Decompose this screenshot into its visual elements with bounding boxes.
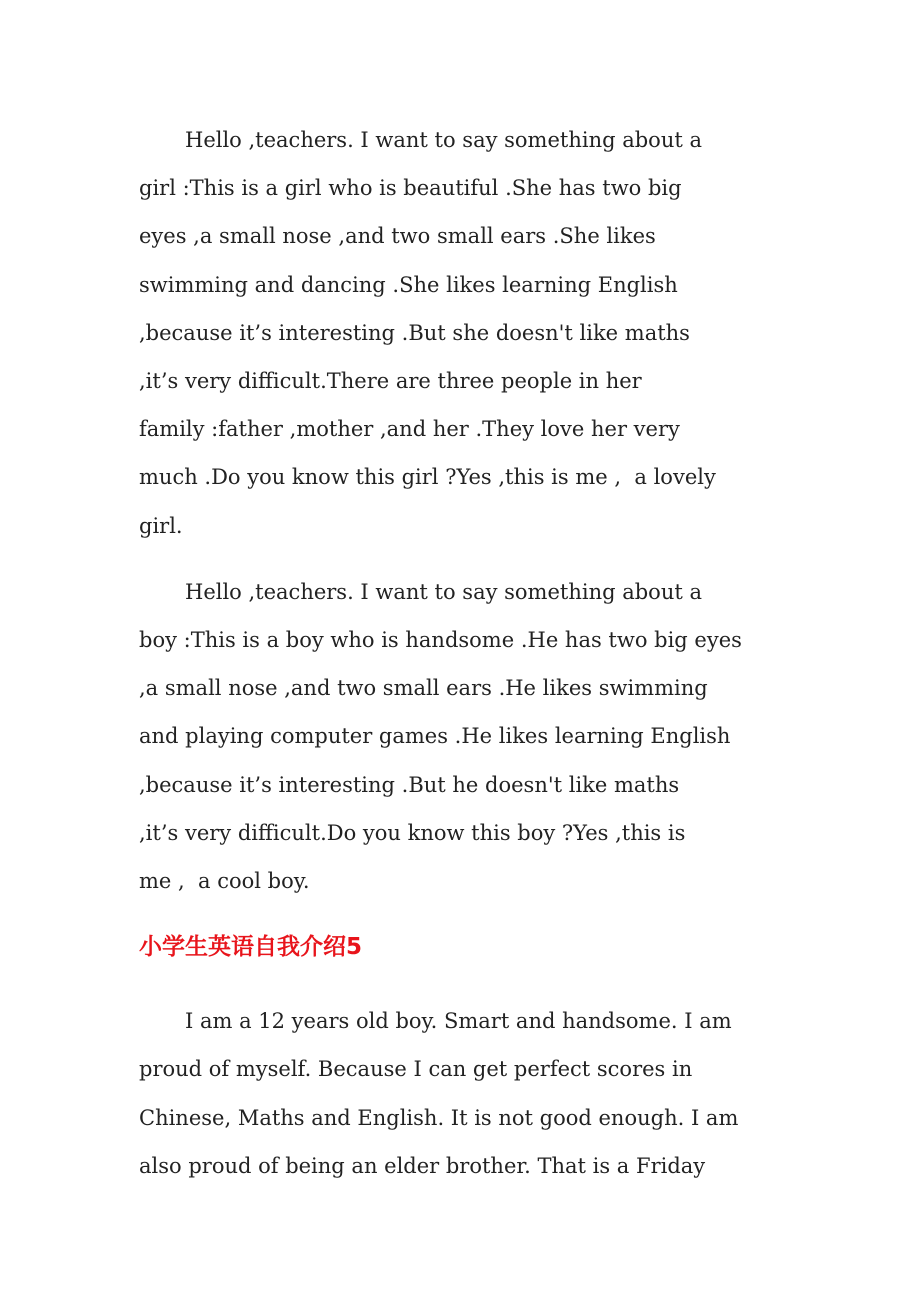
text-line: ,a small nose ,and two small ears .He likes swimming bbox=[139, 676, 708, 701]
text-line: eyes ,a small nose ,and two small ears .She likes bbox=[139, 224, 656, 249]
text-line: Hello ,teachers. I want to say something about a bbox=[185, 579, 702, 604]
paragraph-boy-intro bbox=[139, 568, 784, 905]
text-line: Chinese, Maths and English. It is not good enough. I am bbox=[139, 1105, 739, 1130]
text-line: much .Do you know this girl ?Yes ,this is me , a lovely bbox=[139, 465, 716, 490]
text-line: and playing computer games .He likes learning English bbox=[139, 724, 731, 749]
text-line: girl :This is a girl who is beautiful .She has two big bbox=[139, 176, 682, 201]
section-heading: 小学生英语自我介绍5 bbox=[139, 934, 363, 961]
text-line: swimming and dancing .She likes learning English bbox=[139, 272, 678, 297]
text-line: Hello ,teachers. I want to say something about a bbox=[185, 128, 702, 152]
text-line: me , a cool boy. bbox=[139, 869, 310, 894]
text-line: ,it’s very difficult.Do you know this boy ?Yes ,this is bbox=[139, 820, 686, 845]
paragraph-girl-intro bbox=[139, 116, 784, 550]
paragraph-self-intro bbox=[139, 997, 784, 1190]
text-line: ,it’s very difficult.There are three people in her bbox=[139, 369, 642, 394]
text-line: boy :This is a boy who is handsome .He has two big eyes bbox=[139, 628, 742, 653]
text-line: ,because it’s interesting .But she doesn't like maths bbox=[139, 320, 690, 345]
text-line: proud of myself. Because I can get perfect scores in bbox=[139, 1057, 693, 1082]
text-line: family :father ,mother ,and her .They love her very bbox=[139, 417, 680, 442]
text-line: girl. bbox=[139, 513, 183, 538]
text-line: ,because it’s interesting .But he doesn't like maths bbox=[139, 772, 680, 797]
text-line: I am a 12 years old boy. Smart and handsome. I am bbox=[185, 1009, 732, 1034]
text-line: also proud of being an elder brother. That is a Friday bbox=[139, 1153, 706, 1178]
document-page bbox=[139, 116, 784, 1190]
